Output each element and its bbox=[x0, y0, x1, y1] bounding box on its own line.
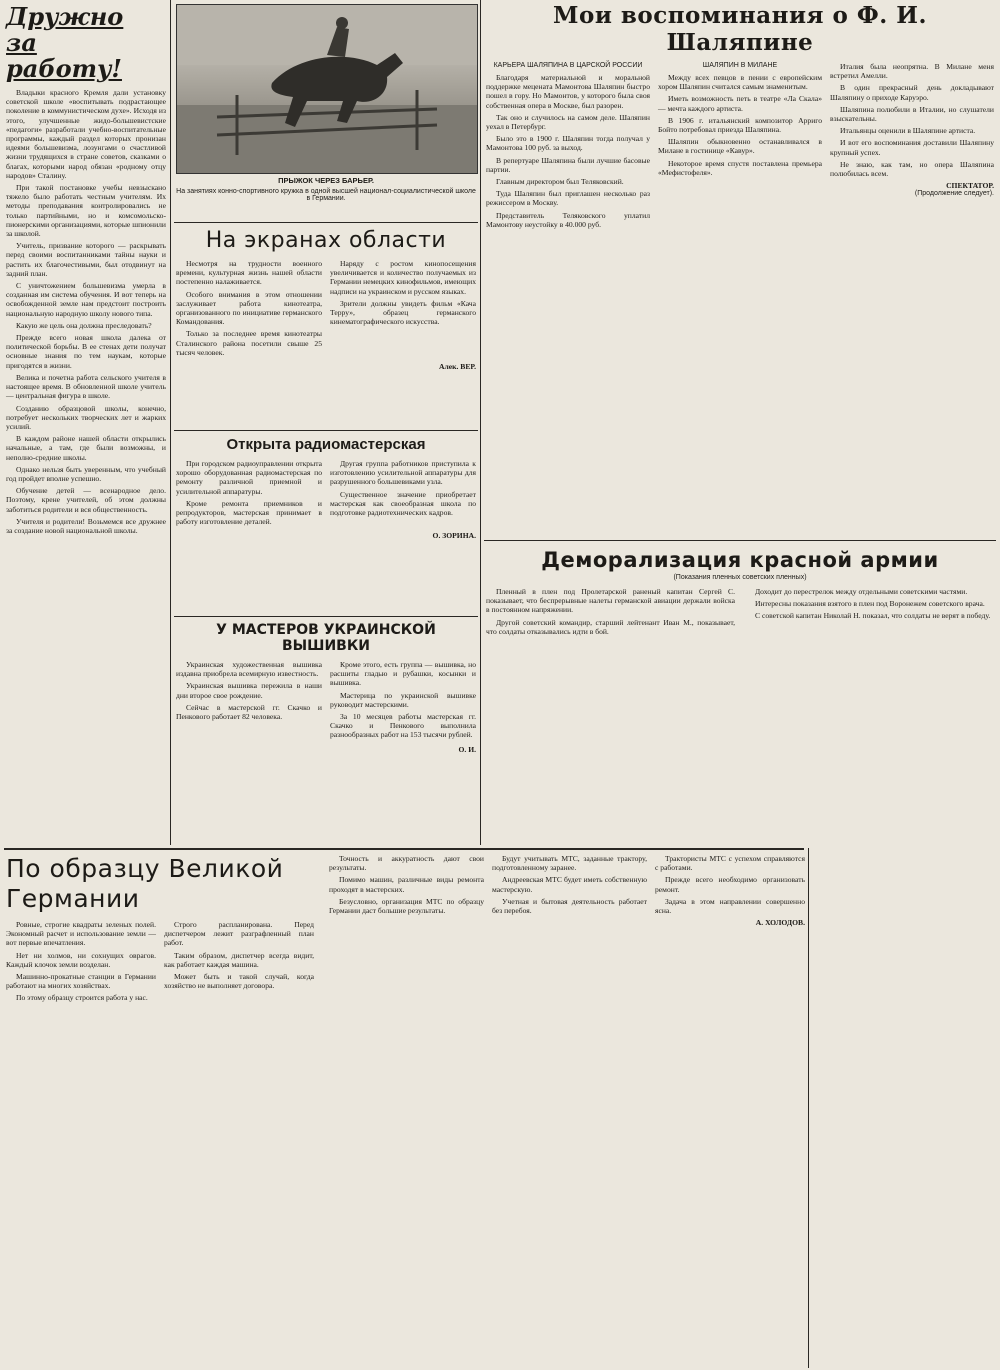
col1-body bbox=[6, 88, 166, 535]
memoir-col-a bbox=[486, 73, 650, 229]
germany-signature: А. ХОЛОДОВ. bbox=[755, 918, 805, 928]
memoir-col-b bbox=[658, 73, 822, 177]
photo-caption-text: На занятиях конно-спортивного кружка в одной высшей национал-социалистической школе в Германии. bbox=[176, 188, 476, 202]
paragraph: Главным директором был Теляковский. bbox=[496, 177, 624, 187]
screens-col-b bbox=[330, 259, 476, 360]
photo-caption bbox=[176, 176, 476, 202]
paragraph: Только за последнее время кинотеатры Сталинского района посетили свыше 25 тысяч человек. bbox=[176, 329, 322, 357]
screens-col-a bbox=[176, 259, 322, 360]
paragraph: Прежде всего необходимо организовать ремонт. bbox=[655, 875, 805, 894]
demoral-title: Деморализация красной армии bbox=[541, 548, 939, 572]
photo-caption-title: ПРЫЖОК ЧЕРЕЗ БАРЬЕР. bbox=[278, 176, 374, 185]
germany-col-b bbox=[164, 920, 314, 1006]
demoral-col-b bbox=[745, 587, 994, 639]
embroidery-col-a bbox=[176, 660, 322, 743]
memoir-col-c bbox=[830, 62, 994, 178]
paragraph: Ровные, строгие квадраты зеленых полей. Экономный расчет и использование земли — вот первые впечатления. bbox=[6, 920, 156, 948]
paragraph: Безусловно, организация МТС по образцу Германии даст большие результаты. bbox=[329, 896, 484, 916]
horse-jump-photo bbox=[176, 4, 478, 174]
paragraph: Иметь возможность петь в театре «Ла Скала» — мечта каждого артиста. bbox=[658, 94, 822, 113]
radio-col-a bbox=[176, 459, 322, 529]
paragraph: Таким образом, диспетчер всегда видит, как работает каждая машина. bbox=[164, 950, 314, 969]
paragraph: Задача в этом направлении совершенно ясна. bbox=[655, 896, 805, 916]
embroidery-signature: О. И. bbox=[458, 744, 476, 754]
paragraph: Машинно-прокатные станции в Германии работают на многих хозяйствах. bbox=[6, 972, 156, 991]
paragraph: Кроме ремонта приемников и репродукторов, мастерская принимает в работу изготовление деталей. bbox=[176, 498, 322, 527]
paragraph: Созданию образцовой школы, конечно, потребует нескольких творческих лет и жарких усилий. bbox=[6, 403, 166, 431]
paragraph: Шаляпин обыкновенно останавливался в Милане в гостинице «Кавур». bbox=[658, 137, 822, 156]
memoir-col-a-heading: КАРЬЕРА ШАЛЯПИНА В ЦАРСКОЙ РОССИИ bbox=[493, 62, 643, 69]
paragraph: Зрители должны увидеть фильм «Кача Терру», образец германского кинематографического искусства. bbox=[330, 298, 476, 327]
memoir-col-c-wrap bbox=[830, 62, 994, 232]
radio-title: Открыта радиомастерская bbox=[226, 436, 426, 453]
radio-signature: О. ЗОРИНА. bbox=[432, 531, 476, 541]
paragraph: В один прекрасный день докладывают Шаляпину о приходе Каруэро. bbox=[830, 83, 994, 102]
paragraph: Кроме этого, есть группа — вышивка, но расшиты гладью и рубашки, косынки и вышивка. bbox=[330, 660, 476, 688]
paragraph: Туда Шаляпин был приглашен несколько раз режиссером в Москву. bbox=[486, 189, 650, 208]
paragraph: Мастерица по украинской вышивке руководит мастерскими. bbox=[330, 690, 476, 709]
paragraph: Точность и аккуратность дают свои результаты. bbox=[329, 854, 484, 873]
germany-col-e-wrap bbox=[655, 854, 805, 1006]
paragraph: При такой постановке учебы невзыскано тяжело было работать честным учителям. Их методы преподавания контролировались не только партийными, но и комсомольско-пионерскими организациями, которые шпионили за школой. bbox=[6, 183, 166, 239]
paragraph: Андреевская МТС будет иметь собственную мастерскую. bbox=[492, 875, 647, 894]
paragraph: Обучение детей — всенародное дело. Поэтому, крене учителей, об этом должны заботиться родители и вся общественность. bbox=[6, 486, 166, 514]
demoral-subtitle: (Показания пленных советских пленных) bbox=[673, 574, 807, 581]
germany-col-d bbox=[492, 854, 647, 1006]
radio-article bbox=[176, 436, 476, 540]
embroidery-title: У МАСТЕРОВ УКРАИНСКОЙ ВЫШИВКИ bbox=[216, 622, 436, 654]
paragraph: С советской капитан Николай Н. показал, что солдаты не верят в победу. bbox=[755, 611, 991, 621]
col1-article bbox=[6, 4, 166, 538]
demoral-article bbox=[486, 548, 994, 639]
paragraph: Строго распланирована. Перед диспетчером лежит разграфленный план работ. bbox=[164, 920, 314, 948]
screens-signature: Алек. ВЕР. bbox=[438, 362, 476, 372]
memoir-signature: СПЕКТАТОР. bbox=[946, 181, 994, 191]
paragraph: И вот его воспоминания доставили Шаляпину крупный успех. bbox=[830, 138, 994, 157]
paragraph: Другая группа работников приступила к изготовлению усилительной аппаратуры для разрушенного большевиками узла. bbox=[330, 459, 476, 487]
paragraph: В 1906 г. итальянский композитор Арриго Бойто потребовал приезда Шаляпина. bbox=[658, 115, 822, 135]
paragraph: В каждом районе нашей области открылись начальные, а там, где были возможны, и неполно-средние школы. bbox=[6, 434, 166, 462]
paragraph: Италия была неопрятна. В Милане меня встретил Амелли. bbox=[830, 62, 994, 81]
memoir-col-a-wrap bbox=[486, 62, 650, 232]
paragraph: Украинская вышивка пережила в наши дни второе свое рождение. bbox=[176, 681, 322, 700]
embroidery-col-b bbox=[330, 660, 476, 743]
paragraph: Пленный в плен под Пролетарской раненый капитан Сергей С. показывает, что беспрерывные налеты германской авиации держали войска в постоянном напряжении. bbox=[486, 587, 735, 615]
paragraph: Не знаю, как там, но опера Шаляпина полюбилась всем. bbox=[830, 159, 994, 179]
memoir-col-b-heading: ШАЛЯПИН В МИЛАНЕ bbox=[702, 62, 778, 69]
paragraph: Будут учитывать МТС, заданные трактору, подготовленному заранее. bbox=[492, 854, 647, 873]
germany-left-wrap bbox=[6, 854, 321, 1006]
paragraph: Владыки красного Кремля дали установку советской школе «воспитывать подрастающее поколение в коммунистическом духе». Исходя из этого, улучшенные жидо-большевистские «педагоги» разработали учебно-воспитательные программы, каждый раздел которых пронизан идеями большевизма, лозунгами о счастливой жизни трудящихся в стране советов, сказками о благах, которыми народ обязан «родному отцу народов» Сталину. bbox=[6, 88, 166, 180]
paragraph: За 10 месяцев работы мастерская гг. Скачко и Пенкового выполнила разнообразных работ на 153 тысячи рублей. bbox=[330, 712, 476, 740]
paragraph: Шаляпина полюбили в Италии, но слушатели взыскательны. bbox=[830, 104, 994, 124]
germany-col-e bbox=[655, 854, 805, 915]
paragraph: Нет ни холмов, ни сохнущих оврагов. Каждый клочок земли возделан. bbox=[6, 950, 156, 969]
paragraph: Помимо машин, различные виды ремонта проходят в мастерских. bbox=[329, 875, 484, 894]
paragraph: Благодаря материальной и моральной поддержке мецената Мамонтова Шаляпин быстро пошел в гору. Но Мамонтов, у которого была своя собственная опера в Москве, был разорен. bbox=[486, 73, 650, 110]
paragraph: Какую же цель она должна преследовать? bbox=[16, 320, 152, 330]
paragraph: Трактористы МТС с успехом справляются с работами. bbox=[655, 854, 805, 873]
paragraph: Сейчас в мастерской гг. Скачко и Пенкового работает 82 человека. bbox=[176, 702, 322, 722]
paragraph: Особого внимания в этом отношении заслуживает работа кинотеатра, организованного по инициативе германского Командования. bbox=[176, 289, 322, 327]
screens-article bbox=[176, 228, 476, 371]
paragraph: Несмотря на трудности военного времени, культурная жизнь нашей области постепенно налаживается. bbox=[176, 259, 322, 287]
paragraph: Было это в 1900 г. Шаляпин тогда получал у Мамонтова 100 руб. за выход. bbox=[486, 134, 650, 153]
embroidery-article bbox=[176, 622, 476, 754]
germany-title: По образцу Великой Германии bbox=[6, 854, 284, 913]
memoir-col-b-wrap bbox=[658, 62, 822, 232]
paragraph: С уничтожением большевизма умерла в созданная им система обучения. И вот теперь на освобожденной земле нам предстоит построить национальную народную школу нового типа. bbox=[6, 281, 166, 318]
memoir-title: Мои воспоминания о Ф. И. Шаляпине bbox=[553, 2, 927, 56]
paragraph: По этому образцу строится работа у нас. bbox=[16, 993, 148, 1003]
paragraph: Представитель Теляковского уплатил Мамонтову неустойку в 40.000 руб. bbox=[486, 210, 650, 229]
germany-col-a bbox=[6, 920, 156, 1006]
paragraph: Итальянцы оценили в Шаляпине артиста. bbox=[840, 126, 976, 136]
screens-title: На экранах области bbox=[205, 228, 447, 253]
paragraph: Учителя и родители! Возьмемся все дружнее за создание новой национальной школы. bbox=[6, 516, 166, 535]
paragraph: В репертуаре Шаляпина были лучшие басовые партии. bbox=[486, 155, 650, 174]
germany-col-c bbox=[329, 854, 484, 1006]
paragraph: При городском радиоуправлении открыта хорошо оборудованная радиомастерская по ремонту различной приемной и усилительной аппаратуры. bbox=[176, 459, 322, 496]
paragraph: Учитель, призвание которого — раскрывать перед своими воспитанниками тайны науки и растить их благочестивыми, был отодвинут на задний план. bbox=[6, 241, 166, 278]
paragraph: Между всех певцов в пении с европейским хором Шаляпин считался самым знаменитым. bbox=[658, 73, 822, 92]
memoir-continued: (Продолжение следует). bbox=[914, 190, 994, 198]
paragraph: Учетная и бытовая деятельность работает без перебоя. bbox=[492, 896, 647, 916]
paragraph: Однако нельзя быть уверенным, что учебный год пройдет вполне успешно. bbox=[6, 464, 166, 483]
paragraph: Прежде всего новая школа далека от политической борьбы. В ее стенах дети получат основные знания по тем наукам, которые пригодятся в жизни. bbox=[6, 333, 166, 370]
paragraph: Наряду с ростом кинопосещения увеличивается и количество получаемых из Германии немецких кинофильмов, имеющих надписи на украинском и русском языках. bbox=[330, 259, 476, 296]
col1-title: Дружно за работу! bbox=[6, 2, 124, 83]
radio-col-b bbox=[330, 459, 476, 529]
paragraph: Украинская художественная вышивка издавна приобрела всемирную известность. bbox=[176, 660, 322, 679]
demoral-col-a bbox=[486, 587, 735, 639]
memoir-article bbox=[486, 2, 994, 232]
paragraph: Некоторое время спустя поставлена премьера «Мефистофеля». bbox=[658, 158, 822, 177]
paragraph: Может быть и такой случай, когда хозяйство не выполняет договора. bbox=[164, 972, 314, 991]
horse-photo-image bbox=[177, 5, 477, 173]
germany-article bbox=[6, 854, 806, 1006]
paragraph: Доходит до перестрелок между отдельными советскими частями. bbox=[755, 587, 968, 596]
paragraph: Велика и почетна работа сельского учителя в настоящее время. В обновленной школе учитель — центральная фигура в школе. bbox=[6, 372, 166, 401]
paragraph: Так оно и случилось на самом деле. Шаляпин уехал в Петербург. bbox=[486, 112, 650, 132]
paragraph: Другой советский командир, старший лейтенант Иван М., показывает, что солдаты отказывались идти в бой. bbox=[486, 617, 735, 636]
paragraph: Интересны показания взятого в плен под Воронежем советского врача. bbox=[755, 599, 985, 609]
paragraph: Существенное значение приобретает мастерская как своеобразная школа по подготовке радиотехнических кадров. bbox=[330, 489, 476, 518]
